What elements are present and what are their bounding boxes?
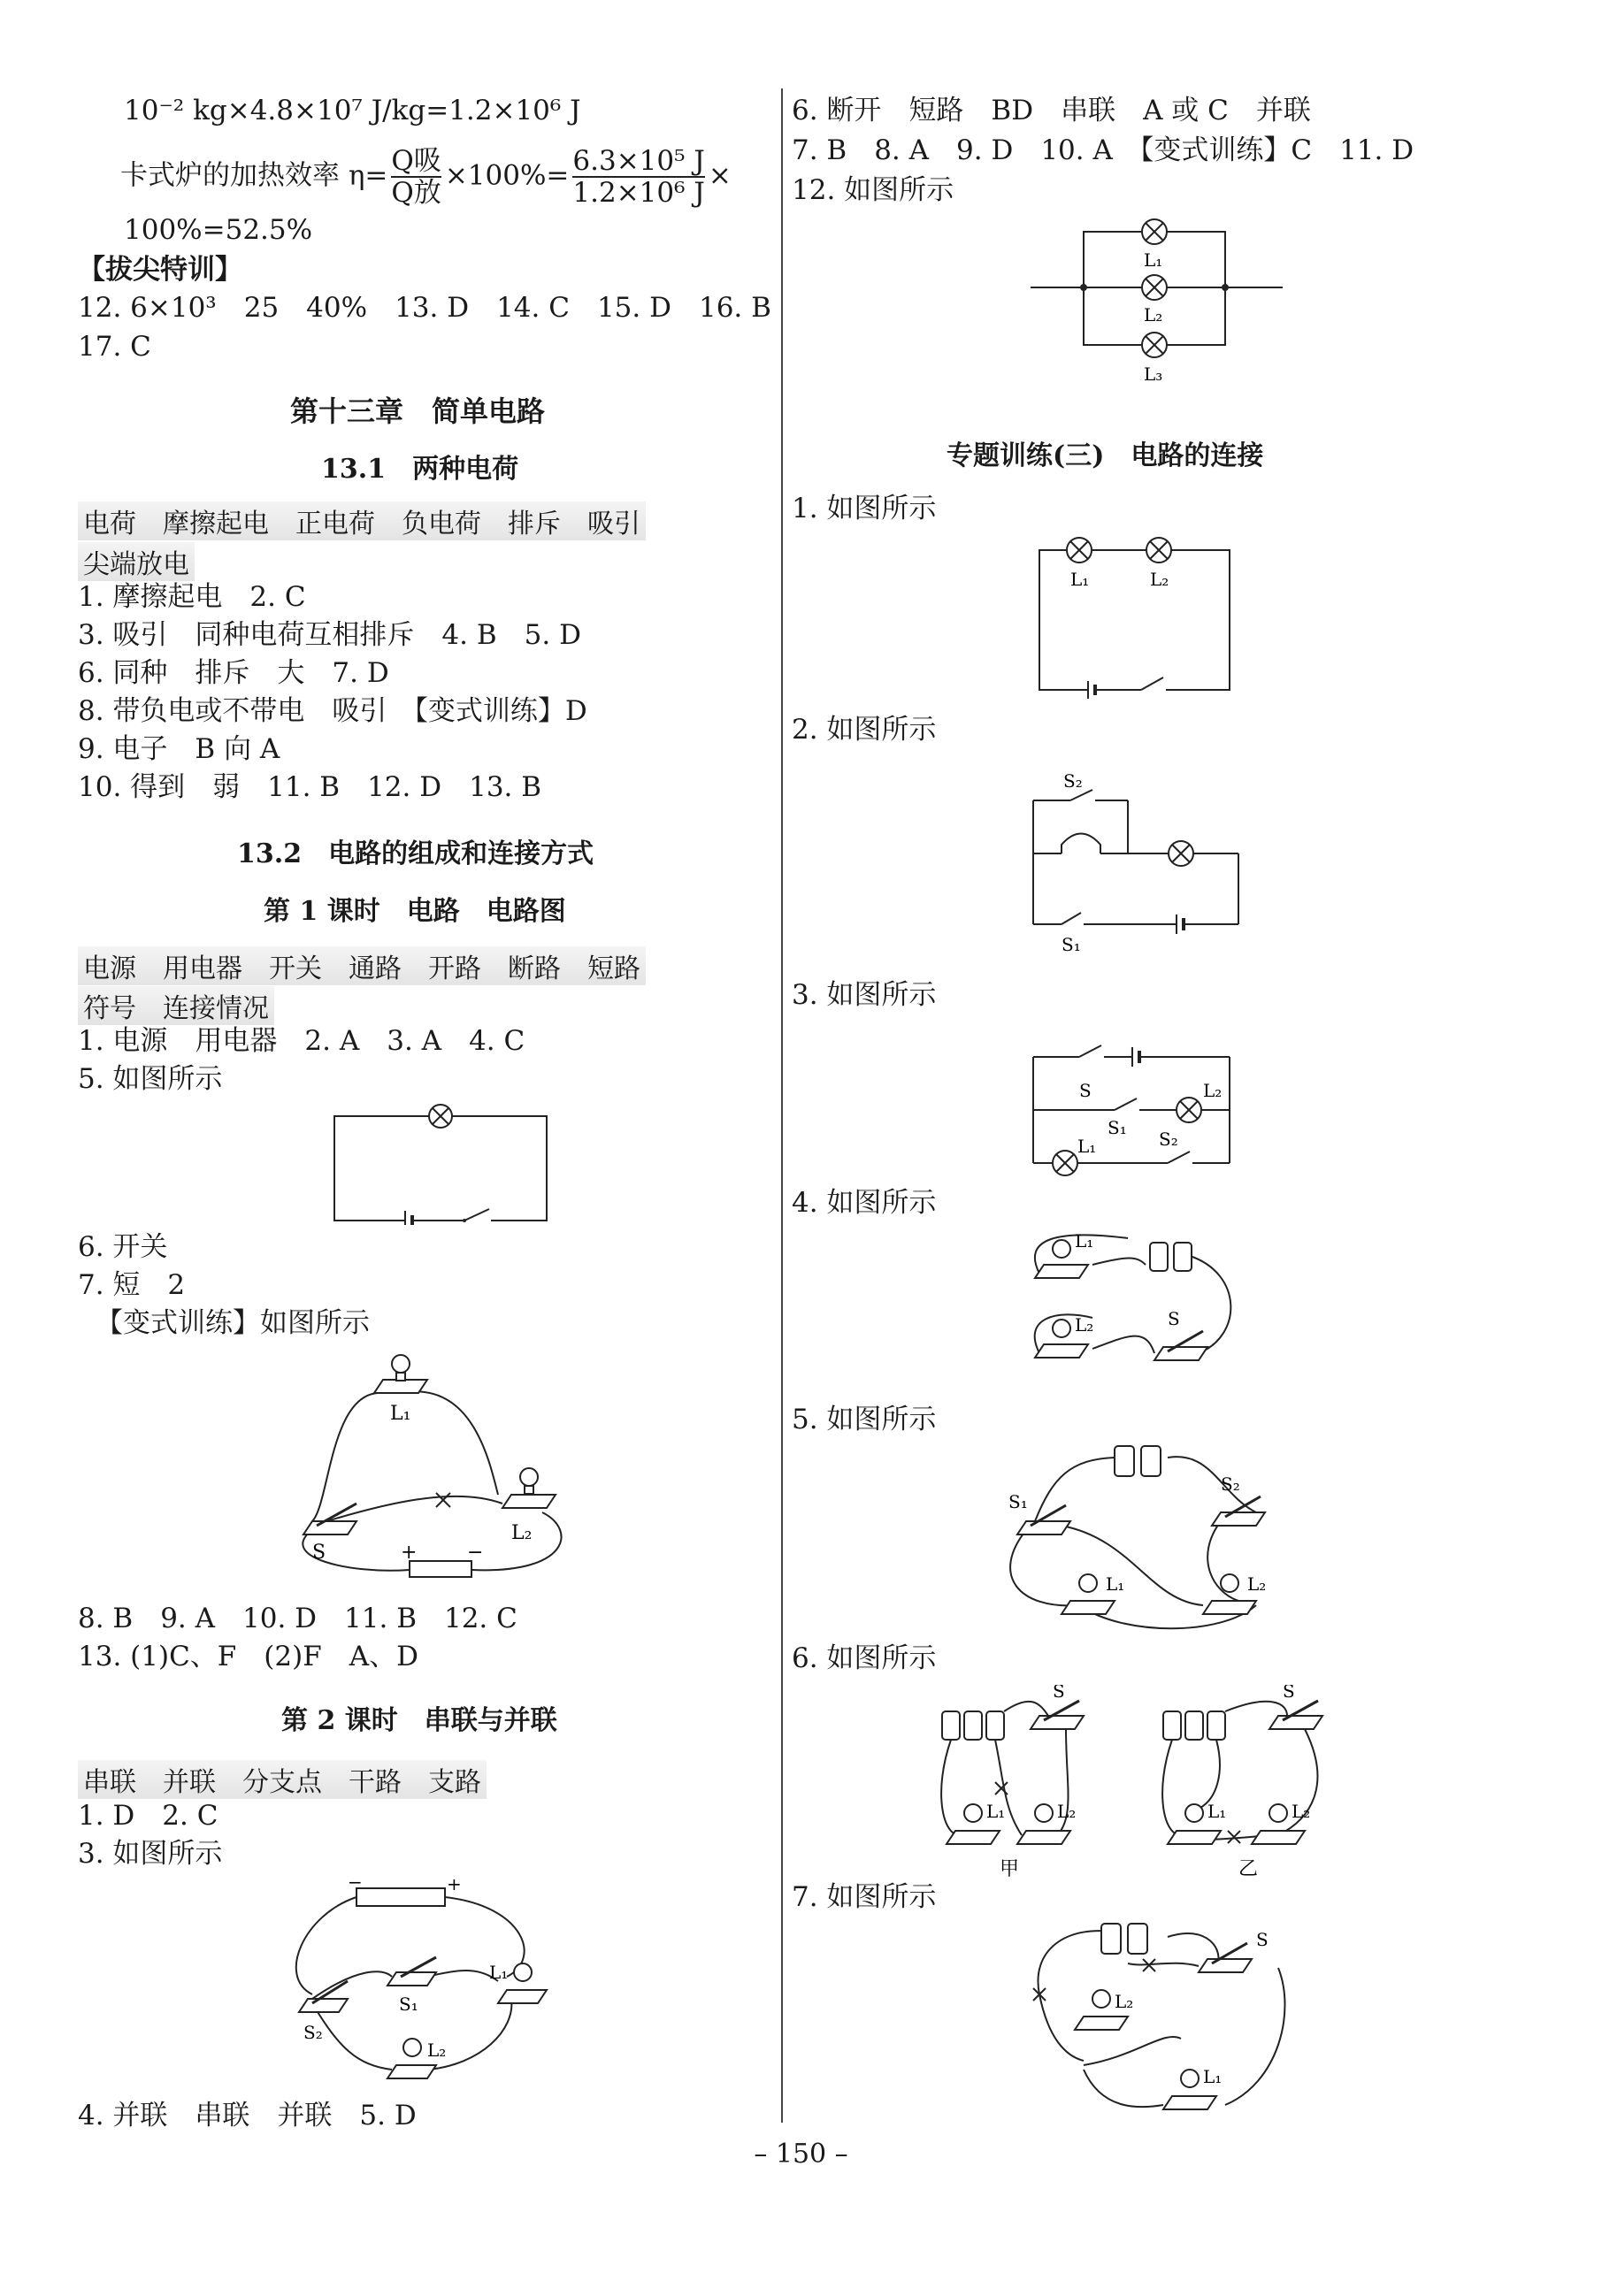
value-denominator: 1.2×10⁶ J (572, 177, 705, 209)
topic-q6: 6. 如图所示 (792, 1642, 937, 1674)
right-answer-7: 7. B 8. A 9. D 10. A 【变式训练】C 11. D (792, 134, 1414, 166)
figure-topic-q2 (1026, 761, 1247, 955)
l2-label-S2: S₂ (303, 2022, 323, 2043)
t5-label-S1: S₁ (1008, 1491, 1028, 1512)
sec1-answer-5: 9. 电子 B 向 A (78, 733, 280, 765)
lesson1-keywords-2: 符号 连接情况 (78, 986, 274, 1025)
value-numerator: 6.3×10⁵ J (572, 145, 705, 177)
lesson1-answer-5: 5. 如图所示 (78, 1063, 223, 1095)
special-answers-1: 12. 6×10³ 25 40% 13. D 14. C 15. D 16. B (78, 292, 771, 324)
t4-label-L2: L₂ (1075, 1314, 1094, 1336)
lesson-2-title: 第 2 课时 串联与并联 (281, 1705, 557, 1736)
topic-q2: 2. 如图所示 (792, 714, 937, 746)
t4-label-S: S (1168, 1308, 1180, 1329)
chapter-title: 第十三章 简单电路 (290, 394, 546, 428)
topic-q7: 7. 如图所示 (792, 1881, 937, 1913)
figure-topic-q7 (1013, 1915, 1305, 2118)
t6-label-jia: 甲 (1000, 1858, 1020, 1880)
topic-q5: 5. 如图所示 (792, 1404, 937, 1435)
t6-jia-label-S: S (1053, 1685, 1065, 1702)
t5-label-S2: S₂ (1221, 1473, 1240, 1495)
t5-label-L2: L₂ (1247, 1573, 1267, 1595)
lesson1-variant: 【变式训练】如图所示 (96, 1307, 370, 1339)
times-100: ×100%= (444, 159, 570, 192)
column-divider (781, 88, 783, 2123)
t3-label-L1: L₁ (1077, 1136, 1097, 1157)
sec1-answer-3: 6. 同种 排斥 大 7. D (78, 657, 389, 689)
l2-battery-minus: − (348, 1879, 363, 1893)
t3-label-L2: L₂ (1203, 1080, 1223, 1101)
t6-yi-label-S: S (1283, 1685, 1295, 1702)
variant-label-S: S (312, 1542, 326, 1564)
t3-label-S: S (1079, 1080, 1092, 1101)
special-answers-2: 17. C (78, 331, 151, 363)
sec1-answer-2: 3. 吸引 同种电荷互相排斥 4. B 5. D (78, 619, 581, 651)
lesson-1-title: 第 1 课时 电路 电路图 (264, 896, 566, 927)
q-denominator: Q放 (391, 177, 441, 209)
sec1-keywords-2: 尖端放电 (78, 542, 195, 581)
lesson1-answer-1: 1. 电源 用电器 2. A 3. A 4. C (78, 1025, 525, 1057)
t6-label-yi: 乙 (1238, 1858, 1259, 1880)
battery-minus: − (467, 1542, 484, 1564)
calc-line-1: 10⁻² kg×4.8×10⁷ J/kg=1.2×10⁶ J (124, 95, 581, 126)
t3-label-S1: S₁ (1108, 1117, 1127, 1138)
figure-q12-parallel (1031, 217, 1296, 394)
right-answer-6: 6. 断开 短路 BD 串联 A 或 C 并联 (792, 95, 1311, 126)
section-13-1-title: 13.1 两种电荷 (321, 454, 519, 485)
calc-line-3: 100%=52.5% (124, 214, 313, 246)
lesson1-answer-13: 13. (1)C、F (2)F A、D (78, 1641, 418, 1672)
lesson1-answer-6: 6. 开关 (78, 1231, 168, 1263)
figure-q5-circuit (330, 1101, 551, 1225)
t7-label-L1: L₁ (1203, 2066, 1223, 2087)
figure-variant-physical-circuit (277, 1353, 631, 1583)
topic-q4: 4. 如图所示 (792, 1187, 937, 1219)
variant-label-L2: L₂ (511, 1522, 533, 1544)
q-numerator: Q吸 (391, 145, 441, 177)
figure-lesson2-q3 (286, 1879, 586, 2092)
t3-label-S2: S₂ (1159, 1129, 1178, 1150)
l2-label-S1: S₁ (399, 1994, 418, 2015)
q12-label-L3: L₃ (1144, 364, 1163, 385)
sec1-answer-6: 10. 得到 弱 11. B 12. D 13. B (78, 771, 542, 803)
q12-label-L1: L₁ (1144, 249, 1163, 271)
sec1-answer-4: 8. 带负电或不带电 吸引 【变式训练】D (78, 695, 587, 727)
variant-label-L1: L₁ (390, 1403, 411, 1425)
t5-label-L1: L₁ (1106, 1573, 1125, 1595)
figure-topic-q3 (1026, 1026, 1238, 1181)
q-fraction (391, 146, 441, 208)
lesson1-keywords-1: 电源 用电器 开关 通路 开路 断路 短路 (78, 946, 646, 985)
figure-topic-q6 (933, 1685, 1376, 1884)
topic-training-title: 专题训练(三) 电路的连接 (947, 440, 1264, 471)
sec1-answer-1: 1. 摩擦起电 2. C (78, 581, 306, 613)
t2-label-S2: S₂ (1063, 770, 1083, 792)
t7-label-S: S (1256, 1929, 1269, 1950)
special-title: 【拔尖特训】 (78, 254, 242, 286)
calc-efficiency (120, 146, 732, 208)
figure-topic-q1 (1035, 531, 1238, 699)
t1-label-L2: L₂ (1150, 569, 1169, 590)
lesson1-answer-7: 7. 短 2 (78, 1269, 186, 1301)
t6-jia-label-L2: L₂ (1057, 1801, 1077, 1822)
topic-q1: 1. 如图所示 (792, 493, 937, 524)
page-number: – 150 – (754, 2139, 848, 2170)
value-fraction (572, 146, 704, 208)
t7-label-L2: L₂ (1115, 1991, 1134, 2012)
t6-yi-label-L2: L₂ (1292, 1801, 1311, 1822)
l2-label-L1: L₁ (489, 1962, 509, 1983)
topic-q3: 3. 如图所示 (792, 979, 937, 1011)
t4-label-L1: L₁ (1075, 1230, 1094, 1251)
lesson2-answer-1: 1. D 2. C (78, 1800, 218, 1832)
lesson2-answer-4: 4. 并联 串联 并联 5. D (78, 2100, 417, 2131)
t1-label-L1: L₁ (1070, 569, 1090, 590)
lesson2-answer-3: 3. 如图所示 (78, 1838, 223, 1870)
q12-label-L2: L₂ (1144, 304, 1163, 325)
t6-yi-label-L1: L₁ (1207, 1801, 1227, 1822)
t6-jia-label-L1: L₁ (986, 1801, 1006, 1822)
battery-plus: + (401, 1542, 418, 1564)
section-13-2-title: 13.2 电路的组成和连接方式 (237, 838, 594, 869)
times-sign: × (708, 159, 732, 192)
figure-topic-q5 (991, 1442, 1292, 1636)
calc-efficiency-prefix: 卡式炉的加热效率 η= (120, 159, 388, 192)
figure-topic-q4 (1022, 1221, 1252, 1371)
t2-label-S1: S₁ (1062, 934, 1081, 955)
right-answer-12: 12. 如图所示 (792, 174, 954, 206)
sec1-keywords-1: 电荷 摩擦起电 正电荷 负电荷 排斥 吸引 (78, 501, 646, 540)
l2-label-L2: L₂ (427, 2040, 447, 2061)
lesson1-answer-8: 8. B 9. A 10. D 11. B 12. C (78, 1603, 517, 1634)
l2-battery-plus: + (447, 1879, 462, 1894)
lesson2-keywords: 串联 并联 分支点 干路 支路 (78, 1760, 487, 1799)
